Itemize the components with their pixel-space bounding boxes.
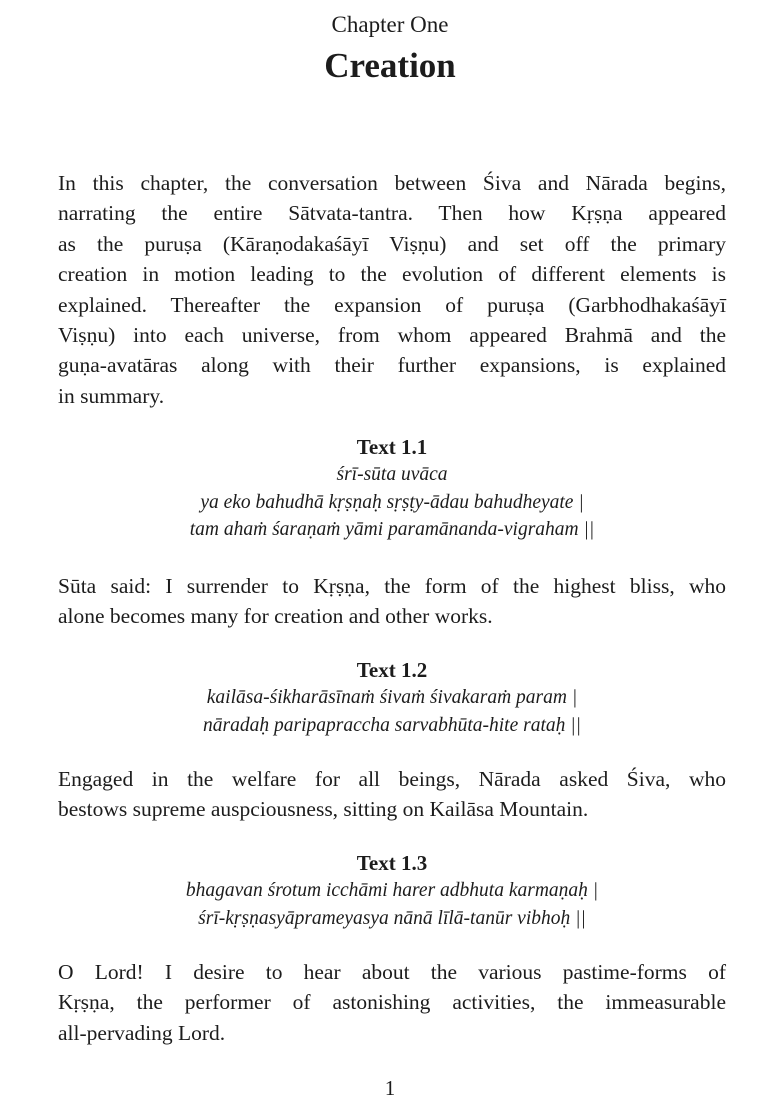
verse-line: ya eko bahudhā kṛṣṇaḥ sṛṣṭy-ādau bahudheyate | xyxy=(200,491,584,513)
chapter-title: Creation xyxy=(324,46,456,85)
translation-line: bestows supreme auspciousness, sitting on Kailāsa Mountain. xyxy=(58,797,589,822)
text-1-2-block xyxy=(58,656,726,739)
intro-line: explained. Thereafter the expansion of puruṣa (Garbhodhakaśāyī xyxy=(58,292,726,317)
text-1-3-block xyxy=(58,849,726,932)
intro-line: guṇa-avatāras along with their further expansions, is explained xyxy=(58,353,726,378)
translation-1-3 xyxy=(58,957,726,1048)
verse-line: nāradaḥ paripapraccha sarvabhūta-hite rataḥ || xyxy=(203,714,581,736)
intro-line: creation in motion leading to the evolution of different elements is xyxy=(58,262,726,287)
intro-line: in summary. xyxy=(58,383,165,408)
intro-line: Viṣṇu) into each universe, from whom appeared Brahmā and the xyxy=(58,323,726,348)
intro-line: In this chapter, the conversation between Śiva and Nārada begins, xyxy=(58,171,726,195)
verse-line: kailāsa-śikharāsīnaṁ śivaṁ śivakaraṁ param | xyxy=(206,687,578,708)
translation-line: alone becomes many for creation and other works. xyxy=(58,604,493,629)
text-heading: Text 1.3 xyxy=(356,851,428,875)
translation-1-1 xyxy=(58,571,726,632)
verse-line: śrī-kṛṣṇasyāprameyasya nānā līlā-tanūr vibhoḥ || xyxy=(198,907,586,929)
translation-line: O Lord! I desire to hear about the various pastime-forms of xyxy=(58,960,726,984)
verse-line: tam ahaṁ śaraṇaṁ yāmi paramānanda-vigraham || xyxy=(189,519,595,540)
intro-paragraph xyxy=(58,168,726,411)
verse-line: bhagavan śrotum icchāmi harer adbhuta karmaṇaḥ | xyxy=(185,880,599,901)
translation-line: Engaged in the welfare for all beings, Nārada asked Śiva, who xyxy=(58,767,726,791)
chapter-label: Chapter One xyxy=(331,12,449,37)
translation-line: Sūta said: I surrender to Kṛṣṇa, the form of the highest bliss, who xyxy=(58,574,726,598)
verse-line: śrī-sūta uvāca xyxy=(336,464,448,485)
translation-line: all-pervading Lord. xyxy=(58,1020,226,1045)
translation-1-2 xyxy=(58,764,726,825)
page-number: 1 xyxy=(384,1076,396,1100)
text-heading: Text 1.2 xyxy=(356,658,428,682)
intro-line: narrating the entire Sātvata-tantra. Then how Kṛṣṇa appeared xyxy=(58,201,726,226)
intro-line: as the puruṣa (Kāraṇodakaśāyī Viṣṇu) and set off the primary xyxy=(58,231,726,256)
text-heading: Text 1.1 xyxy=(356,435,428,459)
translation-line: Kṛṣṇa, the performer of astonishing activities, the immeasurable xyxy=(58,990,726,1015)
text-1-1-block xyxy=(58,433,726,544)
